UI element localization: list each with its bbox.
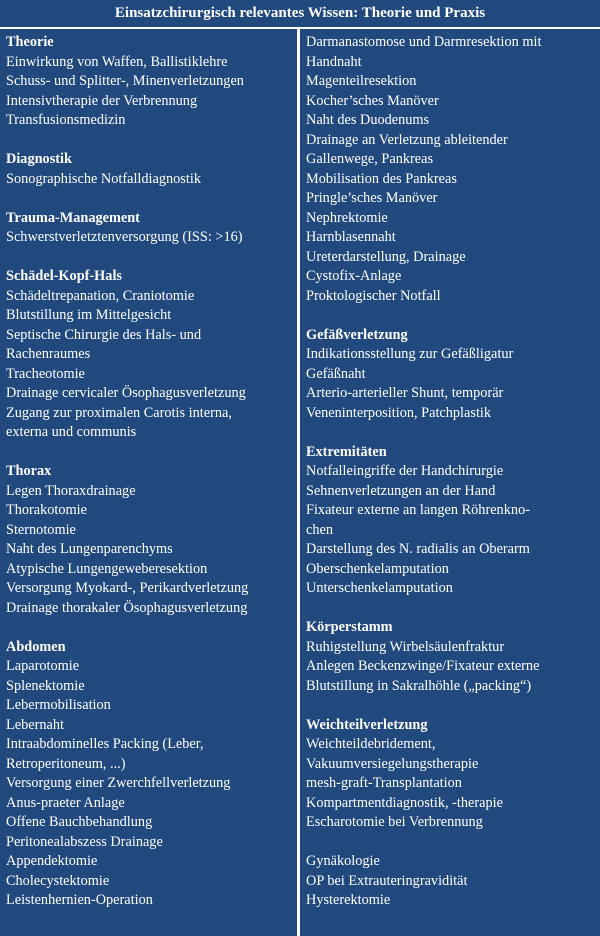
list-item: Drainage thorakaler Ösophagusverletzung — [6, 599, 248, 616]
list-item: Thorakotomie — [6, 502, 87, 518]
section-heading: Extremitäten — [306, 443, 387, 460]
section-heading: Theorie — [6, 34, 54, 50]
list-item: Drainage an Verletzung ableitender — [306, 131, 508, 148]
list-item: Leistenhernien-Operation — [6, 892, 153, 908]
list-item: Septische Chirurgie des Hals- und — [6, 326, 202, 343]
list-item: Atypische Lungengeweberesektion — [6, 560, 208, 577]
section-abdomen — [6, 638, 294, 911]
section-heading: Weichteilverletzung — [306, 716, 428, 733]
list-item: Naht des Duodenums — [306, 112, 430, 128]
left-column — [6, 33, 294, 930]
list-item: Escharotomie bei Verbrennung — [306, 814, 483, 830]
section-thorax — [6, 462, 294, 618]
section-right-0 — [306, 33, 596, 306]
list-item: Hysterektomie — [306, 892, 391, 908]
table-title: Einsatzchirurgisch relevantes Wissen: Theorie und Praxis — [0, 0, 600, 29]
list-item: Anus-praeter Anlage — [6, 794, 125, 811]
list-item: Magenteilresektion — [306, 73, 417, 89]
list-item: Laparotomie — [6, 658, 80, 674]
list-item: Schwerstverletztenversorgung (ISS: >16) — [6, 229, 243, 245]
list-item: Indikationsstellung zur Gefäßligatur — [306, 346, 514, 362]
list-item: Zugang zur proximalen Carotis interna, — [6, 404, 232, 421]
list-item: Schuss- und Splitter-, Minenverletzungen — [6, 73, 244, 89]
list-item: Tracheotomie — [6, 365, 85, 382]
list-item: Mobilisation des Pankreas — [306, 170, 457, 187]
section-trauma-management — [6, 209, 294, 248]
list-item: Gefäßnaht — [306, 365, 366, 382]
list-item: Appendektomie — [6, 853, 98, 869]
section-theorie — [6, 33, 294, 131]
list-item: mesh-graft-Transplantation — [306, 775, 462, 791]
list-item: Intensivtherapie der Verbrennung — [6, 92, 198, 109]
list-item: Kompartmentdiagnostik, -therapie — [306, 794, 503, 811]
list-item: Weichteildebridement, — [306, 736, 436, 752]
section-gefaessverletzung — [306, 326, 596, 424]
list-item: Fixateur externe an langen Röhrenkno- — [306, 502, 530, 518]
right-column — [306, 33, 596, 930]
list-item: Peritonealabszess Drainage — [6, 833, 163, 850]
list-item: Proktologischer Notfall — [306, 287, 441, 304]
list-item: chen — [306, 521, 333, 538]
list-item: Retroperitoneum, ...) — [6, 755, 126, 772]
list-item: Darmanastomose und Darmresektion mit — [306, 34, 542, 50]
section-heading: Diagnostik — [6, 151, 72, 167]
section-heading: Thorax — [6, 463, 52, 479]
list-item: Splenektomie — [6, 677, 85, 694]
list-item: Gallenwege, Pankreas — [306, 151, 434, 167]
list-item: Handnaht — [306, 53, 362, 70]
section-heading: Trauma-Management — [6, 209, 140, 226]
list-item: Lebernaht — [6, 716, 64, 733]
list-item: Harnblasennaht — [306, 229, 396, 245]
list-item: Oberschenkelamputation — [306, 560, 449, 577]
list-item: Blutstillung in Sakralhöhle („packing“) — [306, 677, 532, 694]
list-item: Blutstillung im Mittelgesicht — [6, 307, 172, 323]
list-item: Sehnenverletzungen an der Hand — [306, 482, 496, 499]
list-item: Ureterdarstellung, Drainage — [306, 248, 466, 265]
list-item: Offene Bauchbehandlung — [6, 814, 153, 830]
list-item: Einwirkung von Waffen, Ballistiklehre — [6, 53, 228, 70]
list-item: Transfusionsmedizin — [6, 112, 126, 128]
list-item: Drainage cervicaler Ösophagusverletzung — [6, 385, 246, 401]
section-koerperstamm — [306, 618, 596, 696]
column-divider — [297, 29, 300, 936]
list-item: externa und communis — [6, 424, 137, 440]
list-item: Darstellung des N. radialis an Oberarm — [306, 541, 530, 557]
section-schaedel-kopf-hals — [6, 267, 294, 443]
list-item: Unterschenkelamputation — [306, 580, 453, 596]
list-item: Sternotomie — [6, 521, 76, 538]
list-item: Versorgung einer Zwerchfellverletzung — [6, 775, 231, 791]
list-item: Sonographische Notfalldiagnostik — [6, 170, 201, 187]
section-heading: Körperstamm — [306, 619, 393, 635]
list-item: Kocher’sches Manöver — [306, 92, 439, 109]
list-item: Anlegen Beckenzwinge/Fixateur externe — [306, 658, 540, 674]
list-item: Arterio-arterieller Shunt, temporär — [306, 385, 504, 401]
list-item: Ruhigstellung Wirbelsäulenfraktur — [306, 638, 505, 655]
section-extremitaeten — [306, 443, 596, 599]
list-item: Pringle’sches Manöver — [306, 190, 438, 206]
list-item: Intraabdominelles Packing (Leber, — [6, 736, 204, 752]
section-weichteilverletzung — [306, 716, 596, 833]
section-heading: Gefäßverletzung — [306, 326, 408, 343]
list-item: Vakuumversiegelungstherapie — [306, 755, 479, 772]
list-item: Cholecystektomie — [6, 872, 110, 889]
list-item: Notfalleingriffe der Handchirurgie — [306, 463, 504, 479]
section-right-5 — [306, 852, 596, 911]
list-item: OP bei Extrauteringravidität — [306, 872, 468, 889]
list-item: Gynäkologie — [306, 853, 380, 869]
section-heading: Abdomen — [6, 638, 66, 655]
section-heading: Schädel-Kopf-Hals — [6, 268, 122, 284]
list-item: Naht des Lungenparenchyms — [6, 541, 173, 557]
list-item: Nephrektomie — [306, 209, 388, 226]
list-item: Cystofix-Anlage — [306, 268, 402, 284]
list-item: Rachenraumes — [6, 346, 91, 362]
list-item: Versorgung Myokard-, Perikardverletzung — [6, 580, 249, 596]
list-item: Veneninterposition, Patchplastik — [306, 404, 492, 421]
list-item: Legen Thoraxdrainage — [6, 482, 136, 499]
list-item: Lebermobilisation — [6, 697, 111, 713]
list-item: Schädeltrepanation, Craniotomie — [6, 287, 195, 304]
section-diagnostik — [6, 150, 294, 189]
